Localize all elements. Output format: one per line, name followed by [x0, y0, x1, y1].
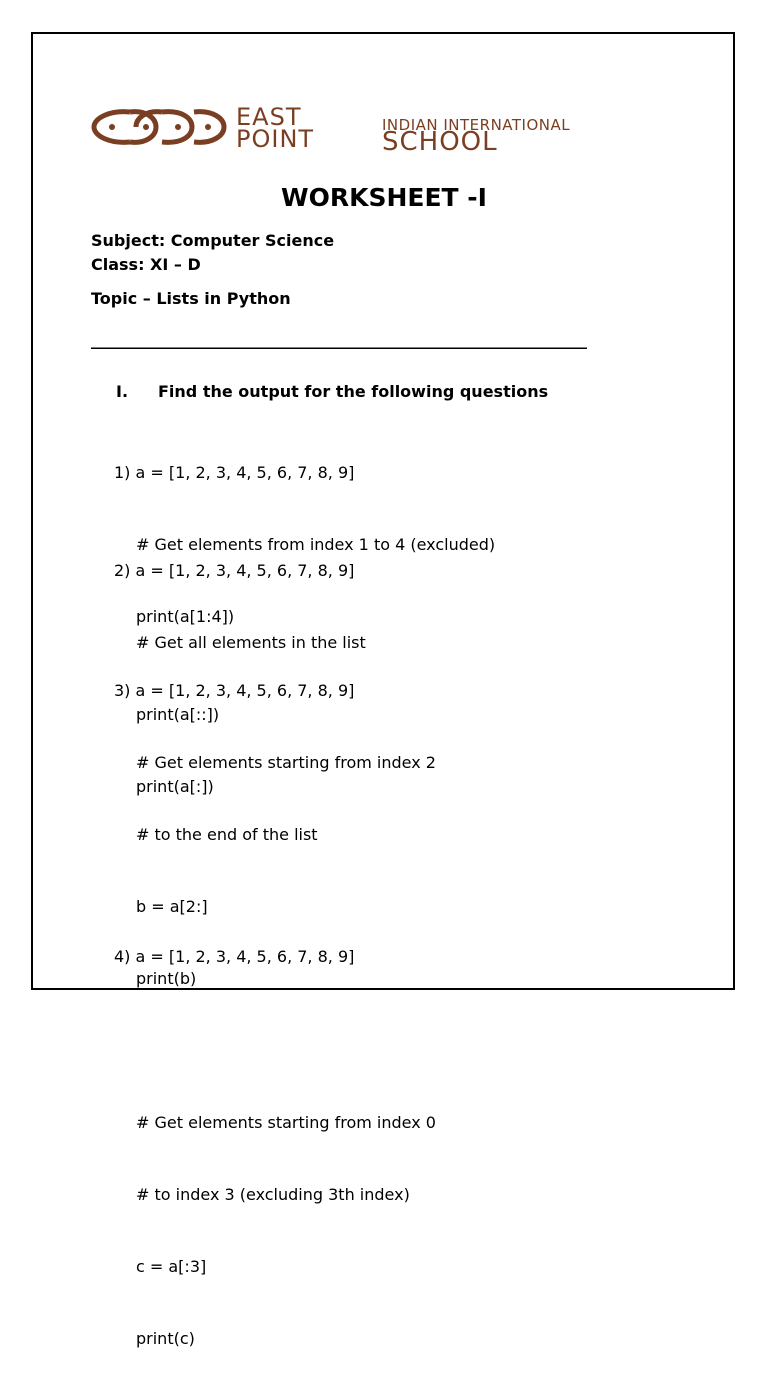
logo-emblem-icon: [90, 106, 230, 148]
logo-point: POINT: [236, 125, 315, 153]
code-line: # to the end of the list: [136, 825, 318, 844]
question-3: [114, 631, 436, 1375]
section-number: I.: [116, 382, 129, 401]
code-line: # Get elements starting from index 2: [136, 753, 436, 772]
logo-indian-international: INDIAN INTERNATIONAL: [382, 116, 571, 134]
code-line: print(a[:]): [136, 777, 214, 796]
topic-line: Topic – Lists in Python: [91, 289, 291, 308]
logo-east: EAST: [236, 103, 302, 131]
question-lead: 4) a = [1, 2, 3, 4, 5, 6, 7, 8, 9]: [114, 947, 355, 966]
section-heading: [116, 382, 548, 401]
class-line: Class: XI – D: [91, 255, 201, 274]
question-lead: 3) a = [1, 2, 3, 4, 5, 6, 7, 8, 9]: [114, 681, 355, 700]
code-line: # Get elements starting from index 0: [136, 1113, 436, 1132]
question-4: [114, 897, 354, 993]
code-line: print(c): [136, 1329, 195, 1348]
code-line: # Get elements from index 1 to 4 (excluded): [136, 535, 496, 554]
code-line: # Get all elements in the list: [136, 633, 366, 652]
blank-line: [114, 1039, 436, 1063]
logo-school: SCHOOL: [382, 127, 498, 157]
code-line: b = a[2:]: [136, 897, 208, 916]
code-line: print(a[::]): [136, 705, 220, 724]
subject-line: Subject: Computer Science: [91, 231, 335, 250]
code-line: # to index 3 (excluding 3th index): [136, 1185, 410, 1204]
school-logo: [90, 103, 650, 157]
code-line: print(b): [136, 969, 197, 988]
section-title: Find the output for the following questions: [158, 382, 549, 401]
separator-rule: ______________________________________________________________: [91, 330, 587, 349]
code-line: c = a[:3]: [136, 1257, 207, 1276]
logo-wordmark: [236, 103, 315, 153]
question-lead: 2) a = [1, 2, 3, 4, 5, 6, 7, 8, 9]: [114, 561, 355, 580]
code-line: print(a[1:4]): [136, 607, 235, 626]
question-lead: 1) a = [1, 2, 3, 4, 5, 6, 7, 8, 9]: [114, 463, 355, 482]
worksheet-title: WORKSHEET -I: [281, 183, 487, 212]
